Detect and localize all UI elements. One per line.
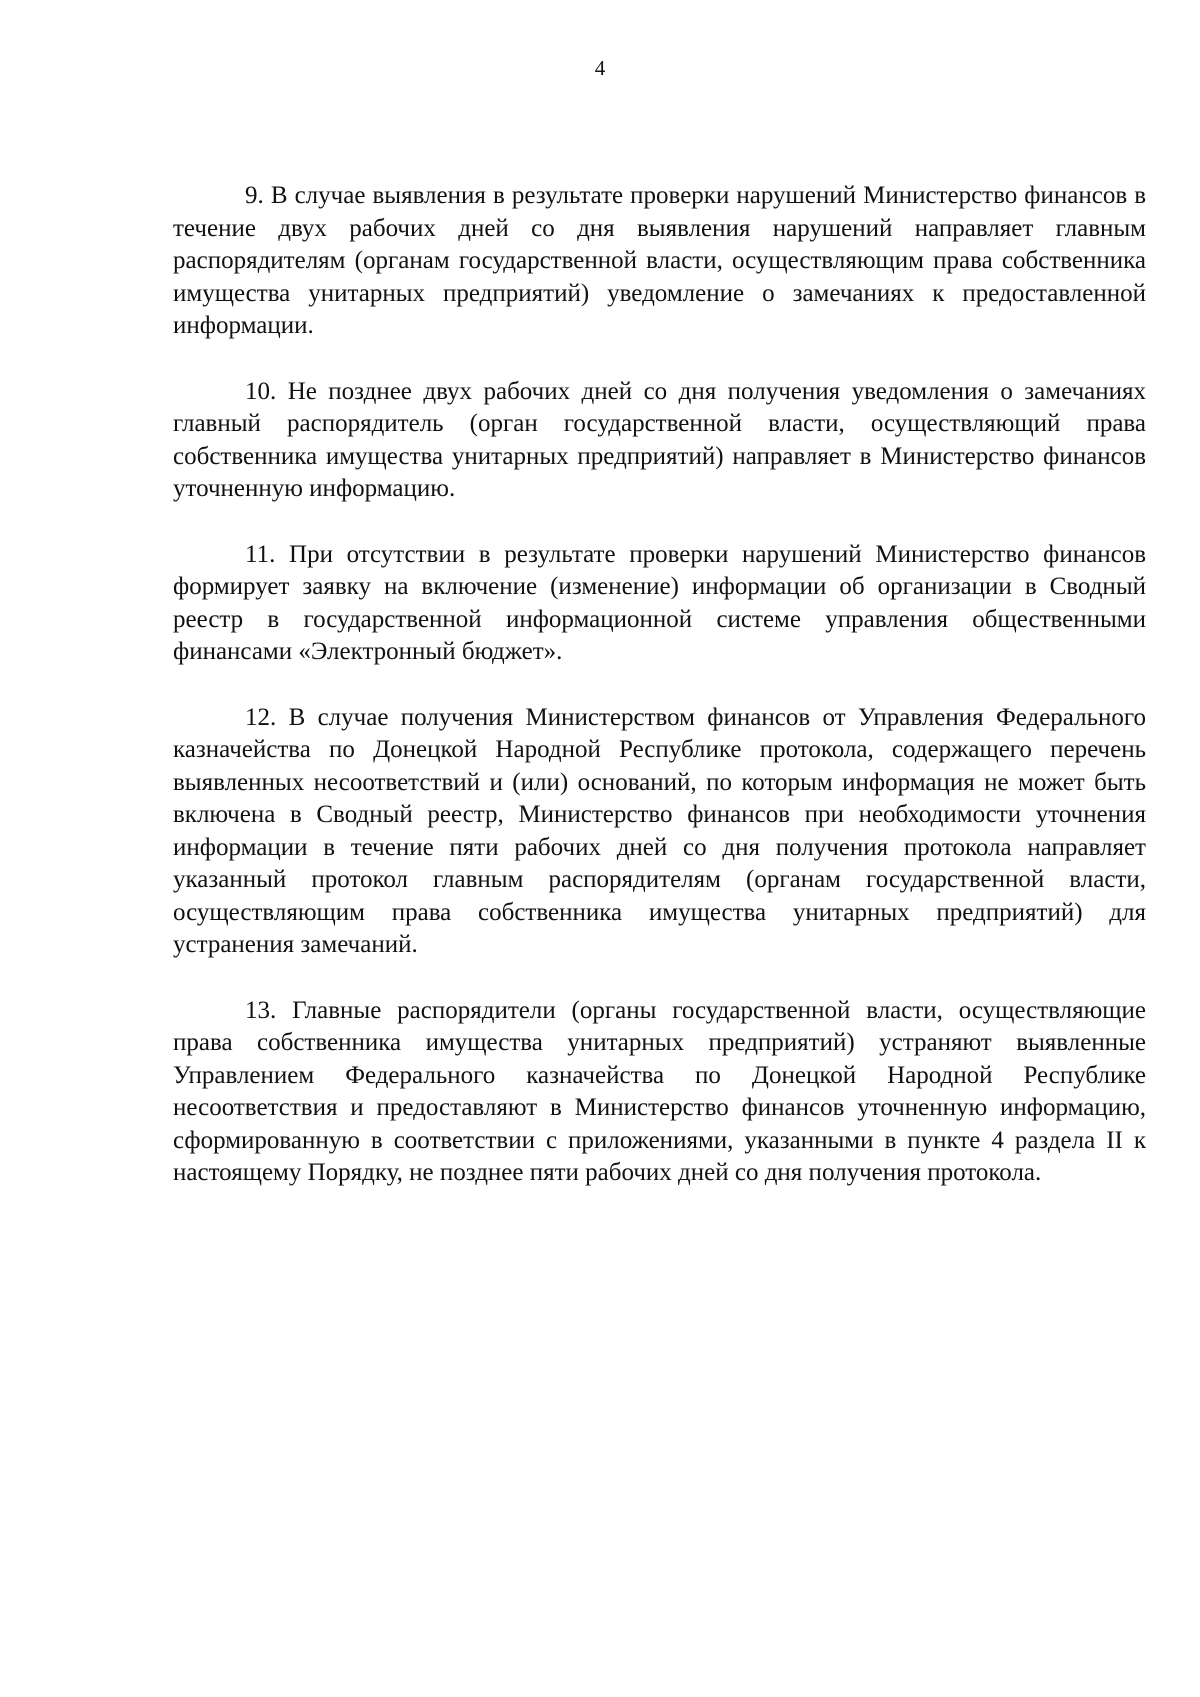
page-number: 4 bbox=[594, 56, 606, 80]
paragraph-number: 13. bbox=[245, 996, 277, 1024]
paragraph-text: В случае выявления в результате проверки нарушений Министерство финансов в течение двух рабочих дней со дня выявления нарушений направляет главным распорядителям (органам государственной власти, осуществляющим права собственника имущества унитарных предприятий) уведомление о замечаниях к предоставленной информации. bbox=[173, 182, 1147, 339]
paragraph-10 bbox=[173, 376, 1146, 506]
paragraph-number: 12. bbox=[245, 703, 277, 731]
paragraph-9 bbox=[173, 180, 1146, 343]
document-body bbox=[173, 180, 1146, 1223]
paragraph-number: 10. bbox=[245, 377, 277, 405]
paragraph-13 bbox=[173, 995, 1146, 1190]
paragraph-text: При отсутствии в результате проверки нарушений Министерство финансов формирует заявку на включение (изменение) информации об организации в Сводный реестр в государственной информационной системе управления общественными финансами «Электронный бюджет». bbox=[173, 540, 1147, 665]
paragraph-text: Главные распорядители (органы государственной власти, осуществляющие права собственника имущества унитарных предприятий) устраняют выявленные Управлением Федерального казначейства по Донецкой Народной Республике несоответствия и предоставляют в Министерство финансов уточненную информацию, сформированную в соответствии с приложениями, указанными в пункте 4 раздела II к настоящему Порядку, не позднее пяти рабочих дней со дня получения протокола. bbox=[173, 996, 1146, 1186]
paragraph-number: 9. bbox=[245, 182, 264, 209]
paragraph-text: Не позднее двух рабочих дней со дня получения уведомления о замечаниях главный распорядитель (орган государственной власти, осуществляющий права собственника имущества унитарных предприятий) направляет в Министерство финансов уточненную информацию. bbox=[173, 377, 1146, 502]
paragraph-12 bbox=[173, 702, 1146, 962]
paragraph-number: 11. bbox=[245, 540, 276, 568]
paragraph-text: В случае получения Министерством финансов от Управления Федерального казначейства по Донецкой Народной Республике протокола, содержащего перечень выявленных несоответствий и (или) оснований, по которым информация не может быть включена в Сводный реестр, Министерство финансов при необходимости уточнения информации в течение пяти рабочих дней со дня получения протокола направляет указанный протокол главным распорядителям (органам государственной власти, осуществляющим права собственника имущества унитарных предприятий) для устранения замечаний. bbox=[173, 703, 1146, 958]
paragraph-11 bbox=[173, 539, 1146, 669]
